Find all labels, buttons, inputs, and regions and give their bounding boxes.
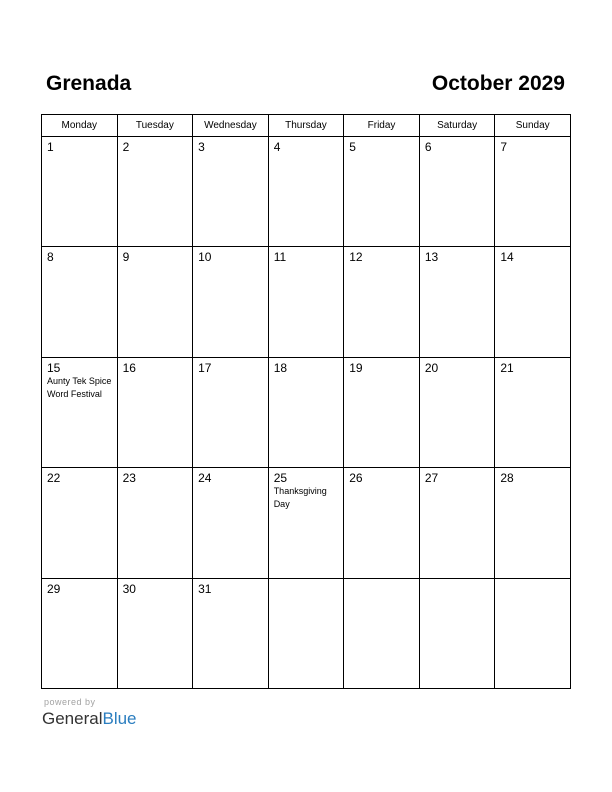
day-number: 19 [349, 360, 363, 375]
day-number: 21 [500, 360, 514, 375]
day-cell [419, 137, 495, 247]
day-number: 22 [47, 471, 61, 486]
day-number: 18 [273, 360, 288, 375]
day-number: 1 [47, 140, 54, 154]
weekday-header: Monday [42, 115, 118, 137]
weekday-header: Saturday [419, 115, 495, 137]
week-row [42, 578, 571, 688]
day-number: 16 [122, 360, 136, 375]
day-number: 27 [424, 471, 439, 486]
brand-general-text: General [42, 709, 103, 728]
day-number [420, 579, 495, 582]
day-cell [344, 357, 420, 467]
day-cell [193, 578, 269, 688]
day-number: 11 [273, 250, 287, 265]
weekday-header: Sunday [495, 115, 571, 137]
day-cell [193, 137, 269, 247]
day-number: 23 [122, 471, 136, 486]
day-number: 13 [424, 250, 439, 265]
week-row [42, 247, 571, 357]
week-row [42, 468, 571, 578]
day-cell [117, 468, 193, 578]
day-number: 7 [500, 140, 508, 154]
day-cell [42, 357, 118, 467]
day-number: 12 [349, 250, 363, 265]
day-cell [117, 137, 193, 247]
day-number [344, 579, 419, 582]
calendar-grid [41, 114, 571, 689]
day-cell [117, 578, 193, 688]
day-number: 5 [349, 140, 356, 154]
day-number: 6 [424, 140, 432, 154]
day-number [269, 579, 344, 582]
day-cell [495, 357, 571, 467]
footer [42, 697, 137, 729]
weekday-header: Friday [344, 115, 420, 137]
day-cell [495, 468, 571, 578]
day-number: 9 [122, 250, 130, 265]
day-number: 29 [47, 581, 61, 596]
day-number: 17 [198, 360, 212, 375]
day-number: 3 [198, 140, 205, 154]
day-cell [344, 468, 420, 578]
day-number: 28 [500, 471, 514, 486]
holiday-label: Thanksgiving Day [273, 486, 327, 510]
day-number: 30 [122, 581, 136, 596]
day-cell [193, 468, 269, 578]
day-number: 25 [273, 471, 288, 486]
day-cell [344, 578, 420, 688]
day-cell [193, 247, 269, 357]
weekday-header-row [42, 115, 571, 137]
day-cell [117, 247, 193, 357]
weekday-header: Wednesday [193, 115, 269, 137]
day-number: 24 [198, 471, 212, 486]
day-cell [42, 137, 118, 247]
day-cell [495, 578, 571, 688]
powered-by-text: powered by [44, 697, 96, 707]
day-cell [419, 578, 495, 688]
day-cell [193, 357, 269, 467]
holiday-label: Aunty Tek Spice Word Festival [47, 375, 112, 399]
day-cell [495, 247, 571, 357]
day-cell [419, 247, 495, 357]
day-number: 2 [122, 140, 130, 154]
day-cell [344, 247, 420, 357]
week-row [42, 137, 571, 247]
generalblue-logo[interactable] [42, 709, 137, 729]
day-cell [268, 357, 344, 467]
day-cell [344, 137, 420, 247]
day-cell [419, 468, 495, 578]
day-cell [268, 468, 344, 578]
day-number: 10 [198, 250, 212, 265]
day-number: 8 [47, 250, 54, 265]
weekday-header: Thursday [268, 115, 344, 137]
day-number: 31 [198, 581, 212, 596]
day-cell [42, 578, 118, 688]
day-cell [268, 247, 344, 357]
month-title: October 2029 [431, 72, 565, 95]
day-number: 26 [349, 471, 363, 486]
weekday-header: Tuesday [117, 115, 193, 137]
day-cell [117, 357, 193, 467]
brand-blue-text: Blue [102, 709, 137, 728]
day-number: 4 [273, 140, 281, 154]
day-cell [42, 247, 118, 357]
day-number: 15 [47, 360, 61, 375]
day-cell [268, 578, 344, 688]
day-cell [268, 137, 344, 247]
day-cell [419, 357, 495, 467]
week-row [42, 357, 571, 467]
country-title: Grenada [46, 72, 132, 95]
day-number: 14 [500, 250, 514, 265]
day-number: 20 [424, 360, 439, 375]
day-number [495, 579, 570, 582]
day-cell [42, 468, 118, 578]
day-cell [495, 137, 571, 247]
